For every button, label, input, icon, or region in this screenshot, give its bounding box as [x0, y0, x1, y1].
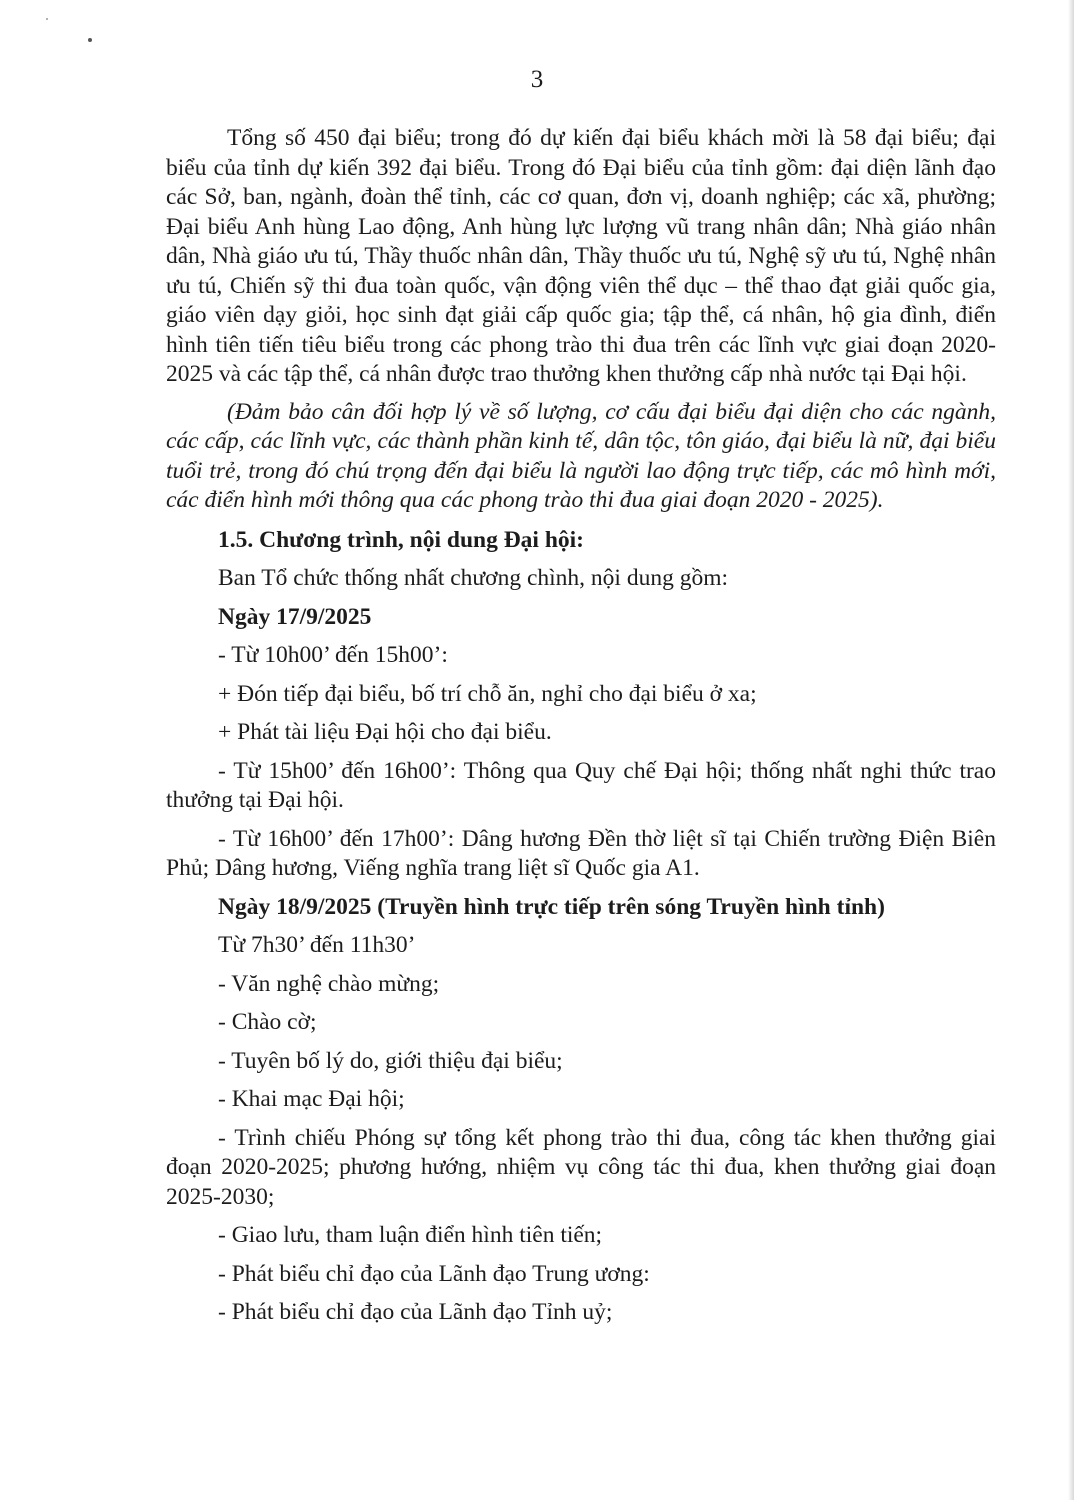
scan-speck: [88, 38, 92, 42]
day2-time: Từ 7h30’ đến 11h30’: [218, 932, 416, 958]
day2-item7: - Phát biểu chỉ đạo của Lãnh đạo Trung ương:: [218, 1260, 650, 1287]
section-heading: 1.5. Chương trình, nội dung Đại hội:: [218, 526, 585, 553]
day1-heading: Ngày 17/9/2025: [218, 603, 372, 630]
day2-item3: - Tuyên bố lý do, giới thiệu đại biểu;: [218, 1047, 563, 1074]
scan-speck: [46, 18, 48, 20]
delegates-paragraph: Tổng số 450 đại biểu; trong đó dự kiến đại biểu khách mời là 58 đại biểu; đại biểu của tỉnh dự kiến 392 đại biểu. Trong đó Đại biểu của tỉnh gồm: đại diện lãnh đạo các Sở, ban, ngành, đoàn thể tỉnh, các cơ quan, đơn vị, doanh nghiệp; các xã, phường; Đại biểu Anh hùng Lao động, Anh hùng lực lượng vũ trang nhân dân; Nhà giáo nhân dân, Nhà giáo ưu tú, Thầy thuốc nhân dân, Thầy thuốc ưu tú, Nghệ sỹ ưu tú, Nghệ nhân ưu tú, Chiến sỹ thi đua toàn quốc, vận động viên thể dục – thể thao đạt giải quốc gia, giáo viên dạy giỏi, học sinh đạt giải cấp quốc gia; tập thể, cá nhân, hộ gia đình, điển hình tiên tiến tiêu biểu trong các phong trào thi đua trên các lĩnh vực giai đoạn 2020-2025 và các tập thể, cá nhân được trao thưởng khen thưởng cấp nhà nước tại Đại hội.: [166, 125, 996, 387]
day2-item4: - Khai mạc Đại hội;: [218, 1086, 405, 1112]
document-body: [166, 124, 996, 1328]
section-intro: Ban Tổ chức thống nhất chương chình, nội dung gồm:: [218, 565, 729, 591]
day2-heading: Ngày 18/9/2025 (Truyền hình trực tiếp trên sóng Truyền hình tỉnh): [218, 893, 885, 920]
day2-item6: - Giao lưu, tham luận điển hình tiên tiến;: [218, 1222, 603, 1248]
day1-time3: - Từ 16h00’ đến 17h00’: Dâng hương Đền thờ liệt sĩ tại Chiến trường Điện Biên Phủ; Dâng hương, Viếng nghĩa trang liệt sĩ Quốc gia A1.: [166, 825, 996, 881]
day1-time2: - Từ 15h00’ đến 16h00’: Thông qua Quy chế Đại hội; thống nhất nghi thức trao thưởng tại Đại hội.: [166, 757, 996, 813]
day2-item2: - Chào cờ;: [218, 1009, 317, 1035]
page-number: 3: [530, 66, 544, 93]
day1-time1: - Từ 10h00’ đến 15h00’:: [218, 642, 448, 668]
page-edge-shadow: [1068, 0, 1074, 1500]
day2-item8: - Phát biểu chỉ đạo của Lãnh đạo Tỉnh uỷ;: [218, 1299, 613, 1325]
delegates-note: (Đảm bảo cân đối hợp lý về số lượng, cơ cấu đại biểu đại diện cho các ngành, các cấp, các lĩnh vực, các thành phần kinh tế, dân tộc, tôn giáo, đại biểu là nữ, đại biểu tuổi trẻ, trong đó chú trọng đến đại biểu là người lao động trực tiếp, các mô hình mới, các điển hình mới thông qua các phong trào thi đua giai đoạn 2020 - 2025).: [166, 398, 996, 513]
day1-item2: + Phát tài liệu Đại hội cho đại biểu.: [218, 719, 552, 745]
day1-item1: + Đón tiếp đại biểu, bố trí chỗ ăn, nghỉ cho đại biểu ở xa;: [218, 680, 757, 707]
day2-item1: - Văn nghệ chào mừng;: [218, 970, 440, 997]
day2-item5: - Trình chiếu Phóng sự tổng kết phong trào thi đua, công tác khen thưởng giai đoạn 2020-2025; phương hướng, nhiệm vụ công tác thi đua, khen thưởng giai đoạn 2025-2030;: [166, 1124, 996, 1210]
